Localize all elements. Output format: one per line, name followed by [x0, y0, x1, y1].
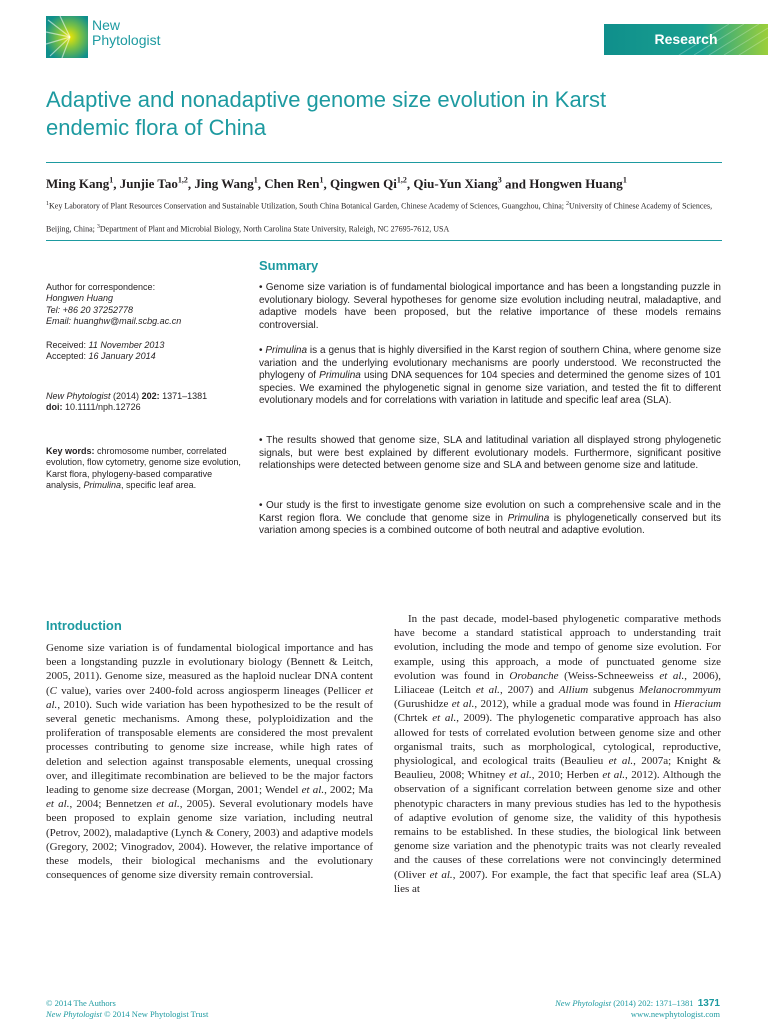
affiliations: $^1$Key Laboratory of Plant Resources Conservation and Sustainable Utilization, South China Botanical Garden, Chinese Academy of Sciences, Guangzhou, China; $^2$University of Chinese Academy of Sciences, Beijing, China; $^3$Department of Plant and Microbial Biology, North Carolina State University, Raleigh, NC 27695-7612, USA — [46, 201, 713, 234]
citation-block — [46, 391, 246, 414]
affiliation-entry: Key Laboratory of Plant Resources Conservation and Sustainable Utilization, South China Botanical Garden, Chinese Academy of Sciences, Guangzhou, China; — [49, 201, 566, 211]
footer-website[interactable]: www.newphytologist.com — [630, 1009, 720, 1019]
citation-line: New Phytologist (2014) 202: 1371–1381 — [46, 391, 208, 401]
section-label: Research — [654, 31, 718, 47]
accepted-date: Accepted: 16 January 2014 — [46, 351, 156, 362]
author-name: Qingwen Qi$^{1,2}$ — [330, 176, 407, 192]
summary-paragraph-1: • Genome size variation is of fundamental biological importance and has been a longstanding puzzle in evolutionary biology. Several hypotheses for genome size evolution including neutral, maladaptive, and adaptive models have been proposed, but the relative importance of these models remains controversial. — [259, 282, 721, 331]
keywords-block: Key words: chromosome number, correlated evolution, flow cytometry, genome size evolution, Karst flora, phylogeny-based comparative analysis, Primulina, specific leaf area. — [46, 446, 241, 491]
doi-line[interactable]: doi: 10.1111/nph.12726 — [46, 402, 141, 413]
journal-name — [92, 18, 160, 48]
section-banner — [604, 24, 768, 55]
dates-block — [46, 340, 246, 363]
author-name: Hongwen Huang$^1$ — [529, 176, 627, 192]
summary-paragraph-4: • Our study is the first to investigate genome size evolution on such a comprehensive scale and in the Karst region flora. We conclude that genome size in Primulina is phylogenetically conserved but its variation among species is a combined outcome of both neutral and adaptive evolution. — [259, 500, 722, 537]
summary-paragraph-3: • The results showed that genome size, SLA and latitudinal variation all displayed strong phylogenetic signals, but were best explained by different evolutionary models. Furthermore, significant positive relationships were detected between genome size and SLA and between genome size and latitude. — [259, 435, 721, 472]
author-name: Qiu-Yun Xiang$^3$ — [413, 176, 502, 192]
author-name: Chen Ren$^1$ — [264, 176, 324, 192]
introduction-heading: Introduction — [46, 618, 122, 633]
correspondence-name: Hongwen Huang — [46, 293, 114, 304]
summary-heading: Summary — [259, 258, 319, 273]
introduction-column-right: In the past decade, model-based phylogenetic comparative methods have become a standard statistical approach to understanding trait evolution, including the mode and tempo of genome size evolution. For example, using this approach, a mode of punctuated genome size evolution was found in Orobanche (Weiss-Schneeweiss et al., 2006), Liliaceae (Leitch et al., 2007) and Allium subgenus Melanocrommyum (Gurushidze et al., 2012), while a gradual mode was found in Hieracium (Chrtek et al., 2009). The phylogenetic comparative approach has also allowed for tests of correlated evolution between genome size and other organismal traits, such as morphological, cytological, reproductive, physiological, and ecological traits (Beaulieu et al., 2007a; Knight & Beaulieu, 2008; Whitney et al., 2010; Herben et al., 2012). Although the observation of a significant correlation between genome size and other phenotypic characters in many previous studies has led to the hypothesis of adaptive evolution of genome size, the validity of this hypothesis remains to be established. In these studies, the biological link between genome size variation and the phenotypic traits was not clearly revealed and the causes of these correlations were not convincingly determined (Oliver et al., 2007). For example, the fact that specific leaf area (SLA) lies at — [394, 613, 722, 895]
received-date: Received: 11 November 2013 — [46, 340, 165, 350]
footer-copyright — [46, 998, 208, 1020]
footer-citation — [480, 998, 720, 1020]
footer-copyright-line1: © 2014 The Authors — [46, 998, 116, 1008]
affiliation-rule — [46, 240, 722, 241]
title-rule — [46, 162, 722, 163]
affiliation-entry: Department of Plant and Microbial Biology, North Carolina State University, Raleigh, NC 27695-7612, USA — [99, 224, 450, 234]
article-title: Adaptive and nonadaptive genome size evolution in Karst endemic flora of China — [46, 87, 607, 140]
correspondence-label: Author for correspondence: — [46, 282, 156, 292]
journal-name-line1: New — [92, 17, 121, 33]
correspondence-tel: Tel: +86 20 37252778 — [46, 304, 133, 315]
journal-logo-icon — [46, 16, 88, 58]
correspondence-email[interactable]: Email: huanghw@mail.scbg.ac.cn — [46, 316, 182, 327]
correspondence-block — [46, 282, 246, 328]
page-number: 1371 — [697, 998, 720, 1009]
journal-name-line2: Phytologist — [92, 32, 161, 48]
author-list: Ming Kang$^1$, Junjie Tao$^{1,2}$, Jing Wang$^1$, Chen Ren$^1$, Qingwen Qi$^{1,2}$, Qiu-Yun Xiang$^3$ and Hongwen Huang$^1$ — [46, 176, 627, 192]
author-name: Ming Kang$^1$ — [46, 176, 114, 192]
author-name: Jing Wang$^1$ — [194, 176, 258, 192]
summary-paragraph-2: • Primulina is a genus that is highly diversified in the Karst region of southern China, where genome size variation and the underlying evolutionary mechanisms are poorly understood. We reconstructed the phylogeny of Primulina using DNA sequences for 104 species and determined the genome sizes of 101 species. We examined the phylogenetic signal in genome size variation, and tested the fit to different evolutionary models and for correlations with variation in latitude and specific leaf area (SLA). — [259, 345, 722, 407]
introduction-column-left: Genome size variation is of fundamental biological importance and has been a longstanding puzzle in evolutionary biology (Bennett & Leitch, 2005, 2011). Genome size, measured as the haploid nuclear DNA content (C value), varies over 2400-fold across angiosperm lineages (Pellicer et al., 2010). Such wide variation has been hypothesized to be the result of several genetic mechanisms. Among these, polyploidization and the proliferation of transposable elements are considered the most prevalent processes contributing to genome size increase, while high rates of deletion and selection against transposable elements, unequal crossing over, and illegitimate recombination are believed to be the major factors leading to genome size decrease (Morgan, 2001; Wendel et al., 2002; Ma et al., 2004; Bennetzen et al., 2005). Several evolutionary models have been proposed to explain genome size variation, including neutral (Petrov, 2002), maladaptive (Lynch & Conery, 2003) and adaptive models (Gregory, 2002; Vinogradov, 2004). However, the relative importance of these models, their biological mechanisms and the evolutionary consequences of genome size diversity remain controversial. — [46, 642, 374, 882]
author-name: Junjie Tao$^{1,2}$ — [119, 176, 188, 192]
footer-copyright-line2: New Phytologist © 2014 New Phytologist Trust — [46, 1009, 209, 1019]
footer-citation-line: New Phytologist (2014) 202: 1371–1381 1371 — [555, 998, 720, 1009]
affiliation-entry: University of Chinese Academy of Sciences, Beijing, China; — [46, 201, 713, 234]
